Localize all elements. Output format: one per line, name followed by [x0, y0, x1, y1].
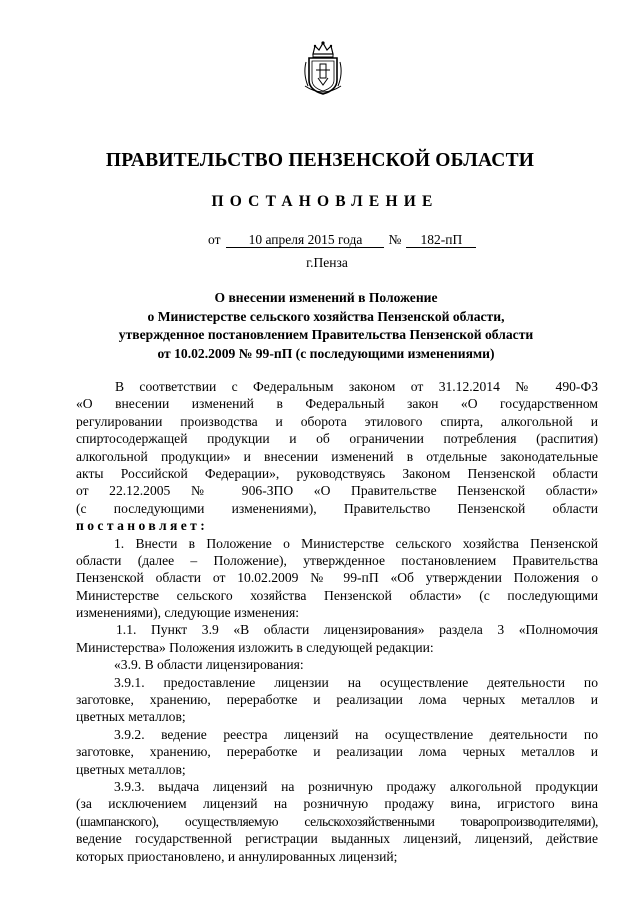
body-line: заготовке, хранению, переработке и реализации лома черных металлов и: [76, 744, 598, 760]
decree-body: [76, 378, 598, 865]
title-line: о Министерстве сельского хозяйства Пензенской области,: [147, 308, 505, 324]
body-line: 3.9.3. выдача лицензий на розничную продажу алкогольной продукции: [114, 778, 598, 794]
date-prefix: от: [208, 232, 221, 247]
body-line: «О внесении изменений в Федеральный закон «О государственном: [76, 396, 598, 412]
body-line: изменениями), следующие изменения:: [76, 605, 300, 621]
body-line: В соответствии с Федеральным законом от 31.12.2014 № 490-ФЗ: [115, 379, 598, 394]
decree-number: 182-пП: [406, 233, 476, 248]
body-line: (за исключением лицензий на розничную продажу вина, игристого вина: [76, 796, 598, 812]
coat-of-arms-emblem: [302, 40, 344, 96]
body-line: 3.9.2. ведение реестра лицензий на осуществление деятельности по: [114, 726, 598, 742]
body-line: «3.9. В области лицензирования:: [114, 657, 304, 673]
body-line: цветных металлов;: [76, 761, 186, 777]
title-line: О внесении изменений в Положение: [214, 290, 438, 305]
number-prefix: №: [388, 232, 402, 247]
body-line: 3.9.1. предоставление лицензии на осуществление деятельности по: [114, 674, 598, 690]
body-line: спиртосодержащей продукции и об ограничении потребления (распития): [76, 431, 598, 447]
body-line: Министерства» Положения изложить в следующей редакции:: [76, 639, 434, 655]
city: г.Пенза: [306, 255, 348, 270]
title-line: от 10.02.2009 № 99-пП (с последующими изменениями): [157, 345, 495, 361]
body-line: Пензенской области от 10.02.2009 № 99-пП «Об утверждении Положения о: [76, 570, 598, 586]
date-number-line: [208, 232, 476, 248]
body-line: алкогольной продукции» и внесении изменений в отдельные законодательные: [76, 448, 598, 464]
body-line: регулировании производства и оборота этилового спирта, алкогольной и: [76, 413, 598, 429]
body-line: (шампанского), осуществляемую сельскохозяйственными товаропроизводителями),: [76, 813, 598, 829]
decree-operative-word: постановляет:: [76, 518, 209, 534]
body-line: области (далее – Положение), утвержденное постановлением Правительства: [76, 552, 598, 568]
body-line: (с последующими изменениями), Правительство Пензенской области: [76, 500, 598, 516]
document-type: ПОСТАНОВЛЕНИЕ: [211, 193, 439, 210]
body-line: заготовке, хранению, переработке и реализации лома черных металлов и: [76, 692, 598, 708]
body-line: акты Российской Федерации», руководствуясь Законом Пензенской области: [76, 465, 598, 481]
body-line: 1. Внести в Положение о Министерстве сельского хозяйства Пензенской: [114, 535, 598, 551]
decree-date: 10 апреля 2015 года: [226, 233, 384, 248]
body-line: ведение государственной регистрации выданных лицензий, лицензий, действие: [76, 831, 598, 847]
government-name: ПРАВИТЕЛЬСТВО ПЕНЗЕНСКОЙ ОБЛАСТИ: [105, 150, 535, 171]
body-line: цветных металлов;: [76, 709, 186, 725]
body-line: 1.1. Пункт 3.9 «В области лицензирования» раздела 3 «Полномочия: [116, 622, 598, 638]
body-line: от 22.12.2005 № 906-ЗПО «О Правительстве Пензенской области»: [76, 483, 598, 499]
body-line: Министерстве сельского хозяйства Пензенской области» (с последующими: [76, 587, 598, 603]
decree-title: [90, 289, 550, 363]
body-line: которых приостановлено, и аннулированных лицензий;: [76, 848, 398, 864]
title-line: утвержденное постановлением Правительства Пензенской области: [118, 327, 534, 342]
